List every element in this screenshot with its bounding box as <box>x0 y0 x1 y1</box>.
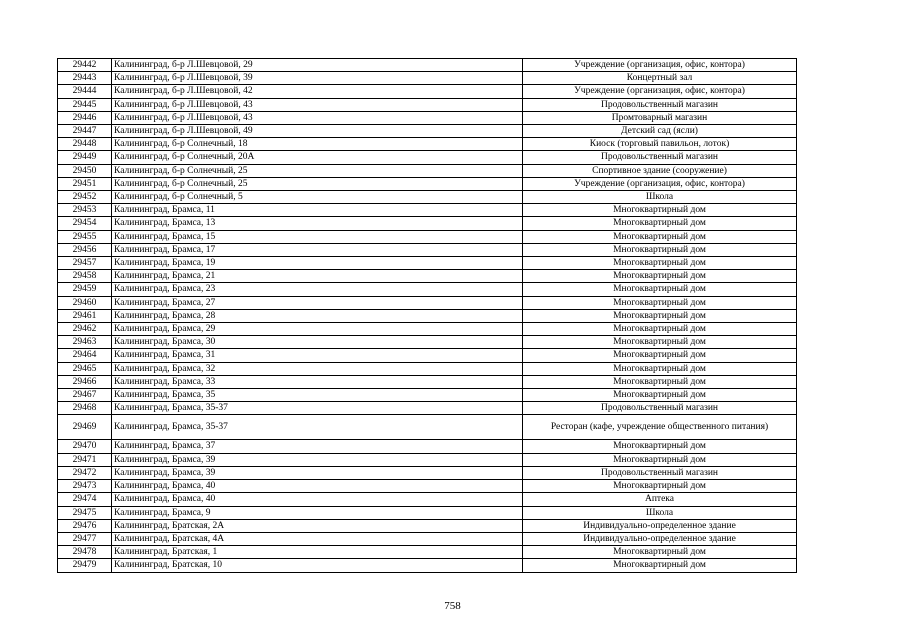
row-type-cell: Индивидуально-определенное здание <box>523 532 797 545</box>
row-id-cell: 29452 <box>58 191 112 204</box>
row-type-cell: Продовольственный магазин <box>523 466 797 479</box>
row-id-cell: 29447 <box>58 125 112 138</box>
table-row <box>58 453 797 466</box>
row-type-cell: Многоквартирный дом <box>523 546 797 559</box>
row-id-cell: 29474 <box>58 493 112 506</box>
row-id-cell: 29471 <box>58 453 112 466</box>
table-row <box>58 59 797 72</box>
table-row <box>58 177 797 190</box>
row-id-cell: 29468 <box>58 402 112 415</box>
row-address-cell: Калининград, Брамса, 35-37 <box>112 402 523 415</box>
row-id-cell: 29457 <box>58 257 112 270</box>
row-id-cell: 29445 <box>58 98 112 111</box>
row-id-cell: 29442 <box>58 59 112 72</box>
row-type-cell: Учреждение (организация, офис, контора) <box>523 59 797 72</box>
row-address-cell: Калининград, Брамса, 37 <box>112 440 523 453</box>
table-row <box>58 204 797 217</box>
table-row <box>58 362 797 375</box>
row-type-cell: Учреждение (организация, офис, контора) <box>523 177 797 190</box>
row-type-cell: Продовольственный магазин <box>523 151 797 164</box>
row-address-cell: Калининград, Брамса, 13 <box>112 217 523 230</box>
row-address-cell: Калининград, Брамса, 39 <box>112 466 523 479</box>
table-row <box>58 217 797 230</box>
row-type-cell: Многоквартирный дом <box>523 283 797 296</box>
row-address-cell: Калининград, б-р Л.Шевцовой, 43 <box>112 111 523 124</box>
row-type-cell: Многоквартирный дом <box>523 336 797 349</box>
row-type-cell: Концертный зал <box>523 72 797 85</box>
row-type-cell: Многоквартирный дом <box>523 243 797 256</box>
row-address-cell: Калининград, б-р Солнечный, 20А <box>112 151 523 164</box>
row-address-cell: Калининград, Брамса, 21 <box>112 270 523 283</box>
row-address-cell: Калининград, б-р Солнечный, 5 <box>112 191 523 204</box>
table-row <box>58 283 797 296</box>
row-address-cell: Калининград, Брамса, 11 <box>112 204 523 217</box>
row-address-cell: Калининград, Брамса, 19 <box>112 257 523 270</box>
row-address-cell: Калининград, Брамса, 27 <box>112 296 523 309</box>
row-id-cell: 29454 <box>58 217 112 230</box>
address-table-body <box>58 59 797 573</box>
row-id-cell: 29455 <box>58 230 112 243</box>
table-row <box>58 323 797 336</box>
table-row <box>58 85 797 98</box>
table-row <box>58 389 797 402</box>
row-id-cell: 29469 <box>58 415 112 440</box>
row-id-cell: 29473 <box>58 480 112 493</box>
row-id-cell: 29446 <box>58 111 112 124</box>
table-row <box>58 125 797 138</box>
row-id-cell: 29478 <box>58 546 112 559</box>
row-id-cell: 29476 <box>58 519 112 532</box>
row-address-cell: Калининград, б-р Солнечный, 25 <box>112 164 523 177</box>
row-type-cell: Многоквартирный дом <box>523 296 797 309</box>
row-address-cell: Калининград, Братская, 2А <box>112 519 523 532</box>
row-type-cell: Киоск (торговый павильон, лоток) <box>523 138 797 151</box>
row-type-cell: Продовольственный магазин <box>523 98 797 111</box>
row-type-cell: Спортивное здание (сооружение) <box>523 164 797 177</box>
table-row <box>58 164 797 177</box>
row-id-cell: 29458 <box>58 270 112 283</box>
row-type-cell: Промтоварный магазин <box>523 111 797 124</box>
row-address-cell: Калининград, Брамса, 40 <box>112 480 523 493</box>
table-row <box>58 402 797 415</box>
table-row <box>58 519 797 532</box>
row-id-cell: 29459 <box>58 283 112 296</box>
table-row <box>58 296 797 309</box>
row-address-cell: Калининград, Брамса, 23 <box>112 283 523 296</box>
table-row <box>58 270 797 283</box>
row-id-cell: 29466 <box>58 375 112 388</box>
row-type-cell: Учреждение (организация, офис, контора) <box>523 85 797 98</box>
row-id-cell: 29443 <box>58 72 112 85</box>
row-type-cell: Многоквартирный дом <box>523 375 797 388</box>
table-row <box>58 415 797 440</box>
row-address-cell: Калининград, Брамса, 31 <box>112 349 523 362</box>
row-id-cell: 29477 <box>58 532 112 545</box>
row-type-cell: Многоквартирный дом <box>523 257 797 270</box>
row-id-cell: 29449 <box>58 151 112 164</box>
row-type-cell: Аптека <box>523 493 797 506</box>
row-address-cell: Калининград, Брамса, 35-37 <box>112 415 523 440</box>
row-address-cell: Калининград, Братская, 10 <box>112 559 523 572</box>
row-address-cell: Калининград, б-р Л.Шевцовой, 29 <box>112 59 523 72</box>
row-id-cell: 29464 <box>58 349 112 362</box>
row-type-cell: Многоквартирный дом <box>523 349 797 362</box>
table-row <box>58 336 797 349</box>
row-address-cell: Калининград, б-р Солнечный, 18 <box>112 138 523 151</box>
row-id-cell: 29460 <box>58 296 112 309</box>
row-address-cell: Калининград, Брамса, 35 <box>112 389 523 402</box>
row-address-cell: Калининград, Брамса, 15 <box>112 230 523 243</box>
page-number: 758 <box>444 600 461 612</box>
row-id-cell: 29470 <box>58 440 112 453</box>
row-address-cell: Калининград, б-р Л.Шевцовой, 39 <box>112 72 523 85</box>
table-row <box>58 506 797 519</box>
table-row <box>58 466 797 479</box>
row-id-cell: 29463 <box>58 336 112 349</box>
row-address-cell: Калининград, б-р Солнечный, 25 <box>112 177 523 190</box>
row-id-cell: 29451 <box>58 177 112 190</box>
row-address-cell: Калининград, Брамса, 40 <box>112 493 523 506</box>
table-row <box>58 309 797 322</box>
table-row <box>58 98 797 111</box>
row-address-cell: Калининград, Брамса, 30 <box>112 336 523 349</box>
row-address-cell: Калининград, Братская, 4А <box>112 532 523 545</box>
row-type-cell: Ресторан (кафе, учреждение общественного питания) <box>523 415 797 440</box>
row-type-cell: Многоквартирный дом <box>523 559 797 572</box>
row-type-cell: Многоквартирный дом <box>523 389 797 402</box>
row-address-cell: Калининград, б-р Л.Шевцовой, 42 <box>112 85 523 98</box>
row-id-cell: 29456 <box>58 243 112 256</box>
address-table <box>57 58 797 573</box>
row-type-cell: Школа <box>523 506 797 519</box>
row-type-cell: Многоквартирный дом <box>523 309 797 322</box>
row-id-cell: 29450 <box>58 164 112 177</box>
table-row <box>58 151 797 164</box>
row-type-cell: Многоквартирный дом <box>523 230 797 243</box>
row-id-cell: 29453 <box>58 204 112 217</box>
row-address-cell: Калининград, б-р Л.Шевцовой, 43 <box>112 98 523 111</box>
row-address-cell: Калининград, Брамса, 29 <box>112 323 523 336</box>
row-address-cell: Калининград, Брамса, 39 <box>112 453 523 466</box>
row-type-cell: Многоквартирный дом <box>523 217 797 230</box>
row-id-cell: 29479 <box>58 559 112 572</box>
row-type-cell: Многоквартирный дом <box>523 480 797 493</box>
table-row <box>58 243 797 256</box>
table-row <box>58 138 797 151</box>
table-row <box>58 349 797 362</box>
row-type-cell: Многоквартирный дом <box>523 204 797 217</box>
row-type-cell: Детский сад (ясли) <box>523 125 797 138</box>
table-row <box>58 546 797 559</box>
row-address-cell: Калининград, Брамса, 32 <box>112 362 523 375</box>
row-type-cell: Многоквартирный дом <box>523 323 797 336</box>
row-id-cell: 29462 <box>58 323 112 336</box>
row-type-cell: Продовольственный магазин <box>523 402 797 415</box>
row-id-cell: 29467 <box>58 389 112 402</box>
row-type-cell: Многоквартирный дом <box>523 270 797 283</box>
table-row <box>58 440 797 453</box>
row-id-cell: 29448 <box>58 138 112 151</box>
row-id-cell: 29472 <box>58 466 112 479</box>
row-type-cell: Многоквартирный дом <box>523 440 797 453</box>
table-row <box>58 257 797 270</box>
row-type-cell: Многоквартирный дом <box>523 362 797 375</box>
row-address-cell: Калининград, б-р Л.Шевцовой, 49 <box>112 125 523 138</box>
row-address-cell: Калининград, Брамса, 33 <box>112 375 523 388</box>
table-row <box>58 480 797 493</box>
row-id-cell: 29475 <box>58 506 112 519</box>
row-address-cell: Калининград, Брамса, 9 <box>112 506 523 519</box>
row-id-cell: 29444 <box>58 85 112 98</box>
row-type-cell: Многоквартирный дом <box>523 453 797 466</box>
row-address-cell: Калининград, Брамса, 17 <box>112 243 523 256</box>
table-row <box>58 72 797 85</box>
row-address-cell: Калининград, Брамса, 28 <box>112 309 523 322</box>
table-row <box>58 493 797 506</box>
table-row <box>58 111 797 124</box>
table-row <box>58 191 797 204</box>
table-row <box>58 230 797 243</box>
row-id-cell: 29461 <box>58 309 112 322</box>
row-address-cell: Калининград, Братская, 1 <box>112 546 523 559</box>
row-type-cell: Индивидуально-определенное здание <box>523 519 797 532</box>
row-id-cell: 29465 <box>58 362 112 375</box>
table-row <box>58 559 797 572</box>
table-row <box>58 532 797 545</box>
row-type-cell: Школа <box>523 191 797 204</box>
table-row <box>58 375 797 388</box>
